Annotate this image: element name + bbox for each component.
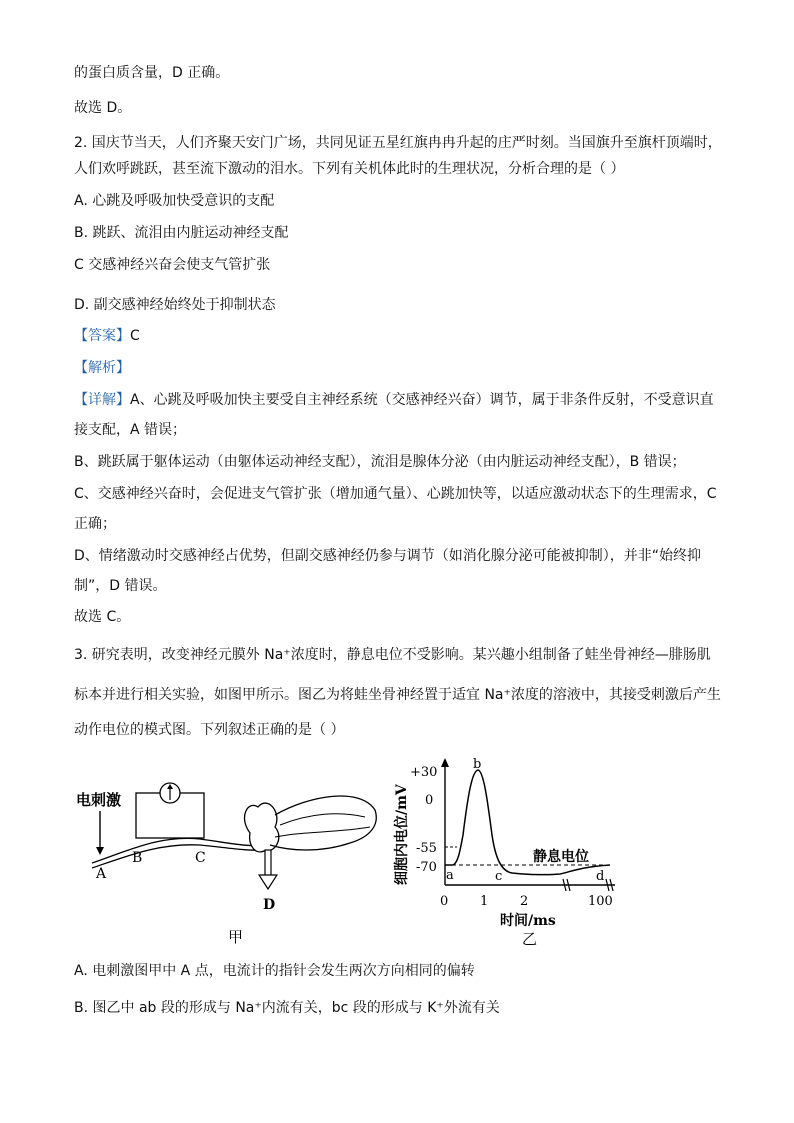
answer-tag: 【答案】 — [74, 328, 130, 344]
nerve-bottom — [92, 845, 265, 868]
y-tick: +30 — [410, 765, 438, 780]
question-2-stem: 人们欢呼跳跃，甚至流下激动的泪水。下列有关机体此时的生理状况，分析合理的是（ ） — [74, 161, 625, 177]
detail-line: 制”，D 错误。 — [74, 578, 167, 594]
detail-tag: 【详解】 — [74, 392, 130, 408]
point-b-label: B — [132, 850, 143, 866]
y-tick: 0 — [425, 793, 434, 808]
detail-line: C、交感神经兴奋时，会促进支气管扩张（增加通气量）、心跳加快等，以适应激动状态下的生理需求，C — [74, 486, 717, 502]
x-tick: 0 — [440, 894, 449, 909]
muscle-knob — [245, 803, 279, 852]
answer-value: C — [130, 328, 140, 344]
option-a: A. 心跳及呼吸加快受意识的支配 — [74, 193, 275, 209]
point-label: a — [446, 868, 454, 883]
stim-arrowhead — [96, 847, 104, 855]
analysis-tag: 【解析】 — [74, 360, 130, 376]
point-d-label: D — [263, 897, 276, 913]
y-tick: -55 — [416, 841, 437, 856]
point-label: b — [473, 757, 482, 772]
force-arrow-shaft — [265, 850, 271, 878]
option-b: B. 跳跃、流泪由内脏运动神经支配 — [74, 225, 289, 241]
stim-label: 电刺激 — [76, 791, 122, 809]
question-2-stem: 2. 国庆节当天，人们齐聚天安门广场，共同见证五星红旗冉冉升起的庄严时刻。当国旗升至旗杆顶端时， — [74, 135, 722, 151]
point-label: d — [596, 869, 605, 884]
x-axis-label: 时间/ms — [500, 913, 556, 929]
y-axis-label: 细胞内电位/mV — [394, 784, 410, 885]
analysis-line — [74, 358, 130, 378]
detail-line — [74, 390, 714, 410]
x-tick: 2 — [520, 894, 529, 909]
option-c: C 交感神经兴奋会使支气管扩张 — [74, 257, 271, 273]
muscle-fiber — [275, 827, 370, 837]
detail-line: D、情绪激动时交感神经占优势，但副交感神经仍参与调节（如消化腺分泌可能被抑制），并非“始终抑 — [74, 548, 702, 564]
text-line: 故选 D。 — [74, 100, 132, 116]
text-line: 的蛋白质含量，D 正确。 — [74, 65, 230, 81]
conclusion-line: 故选 C。 — [74, 609, 131, 625]
muscle-fiber — [280, 814, 365, 825]
y-tick: -70 — [416, 860, 437, 875]
detail-line: 接支配，A 错误； — [74, 422, 187, 438]
q3-option-a: A. 电刺激图甲中 A 点，电流计的指针会发生两次方向相同的偏转 — [74, 963, 475, 979]
figure-jia-caption: 甲 — [228, 928, 244, 946]
detail-line: B、跳跃属于躯体运动（由躯体运动神经支配），流泪是腺体分泌（由内脏运动神经支配），B 错误； — [74, 454, 686, 470]
rest-label: 静息电位 — [533, 849, 589, 865]
detail-line: 正确； — [74, 516, 116, 532]
point-label: c — [495, 869, 503, 884]
x-tick: 1 — [480, 894, 489, 909]
figure-yi — [393, 757, 615, 948]
figure-area — [70, 755, 630, 950]
point-a-label: A — [96, 866, 107, 882]
y-axis-arrow — [441, 758, 449, 767]
detail-text: A、心跳及呼吸加快主要受自主神经系统（交感神经兴奋）调节，属于非条件反射，不受意识直 — [130, 392, 714, 408]
question-3-stem: 动作电位的模式图。下列叙述正确的是（ ） — [74, 722, 345, 738]
point-c-label: C — [195, 850, 206, 866]
force-arrow-head — [259, 875, 277, 889]
figure-jia — [76, 783, 376, 946]
option-d: D. 副交感神经始终处于抑制状态 — [74, 297, 276, 313]
x-tick: 100 — [588, 894, 613, 909]
question-3-stem: 标本并进行相关实验，如图甲所示。图乙为将蛙坐骨神经置于适宜 Na⁺浓度的溶液中，其接受刺激后产生 — [74, 687, 721, 703]
figure-yi-caption: 乙 — [522, 930, 538, 948]
answer-line — [74, 326, 140, 346]
question-3-stem: 3. 研究表明，改变神经元膜外 Na⁺浓度时，静息电位不受影响。某兴趣小组制备了蛙坐骨神经—腓肠肌 — [74, 647, 711, 663]
q3-option-b: B. 图乙中 ab 段的形成与 Na⁺内流有关，bc 段的形成与 K⁺外流有关 — [74, 1000, 500, 1016]
